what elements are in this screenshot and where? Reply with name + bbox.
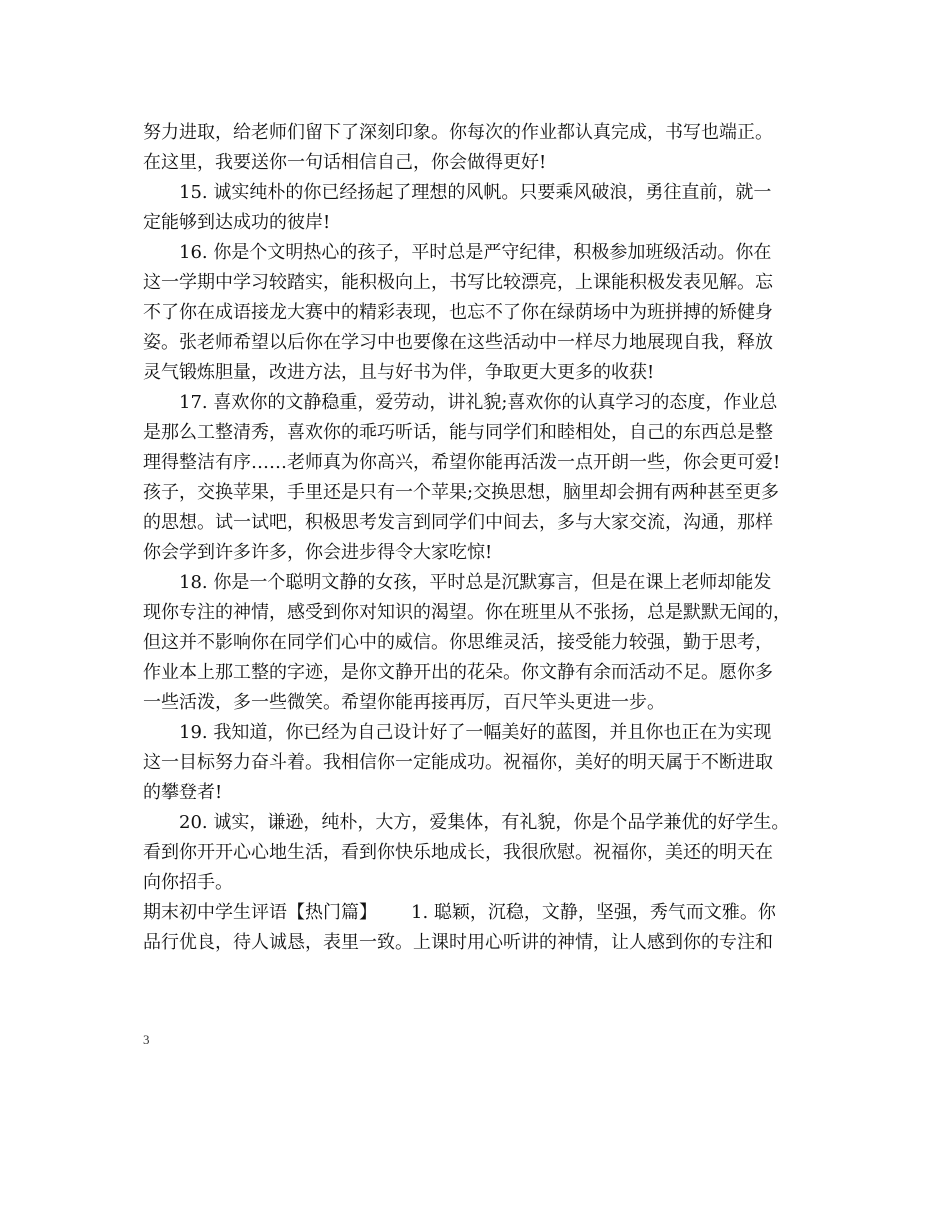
text-line: 这一学期中学习较踏实，能积极向上，书写比较漂亮，上课能积极发表见解。忘: [143, 272, 773, 293]
paragraph-17-start: 17. 喜欢你的文静稳重，爱劳动，讲礼貌;喜欢你的认真学习的态度，作业总: [179, 392, 778, 413]
text-line: 是那么工整清秀，喜欢你的乖巧听话，能与同学们和睦相处，自己的东西总是整: [143, 422, 773, 443]
text-line: 一些活泼，多一些微笑。希望你能再接再厉，百尺竿头更进一步。: [143, 692, 665, 713]
section-first-item: 1. 聪颖，沉稳，文静，坚强，秀气而文雅。你: [411, 902, 776, 923]
text-line: 努力进取，给老师们留下了深刻印象。你每次的作业都认真完成，书写也端正。: [143, 122, 773, 143]
paragraph-16-start: 16. 你是个文明热心的孩子，平时总是严守纪律，积极参加班级活动。你在: [179, 242, 772, 263]
text-line: 不了你在成语接龙大赛中的精彩表现，也忘不了你在绿荫场中为班拼搏的矫健身: [143, 302, 773, 323]
text-line: 的攀登者!: [143, 782, 223, 803]
paragraph-15-start: 15. 诚实纯朴的你已经扬起了理想的风帆。只要乘风破浪，勇往直前，就一: [179, 182, 772, 203]
text-line: 现你专注的神情，感受到你对知识的渴望。你在班里从不张扬，总是默默无闻的，: [143, 602, 791, 623]
text-line: 你会学到许多许多，你会进步得令大家吃惊!: [143, 542, 493, 563]
text-line: 但这并不影响你在同学们心中的威信。你思维灵活，接受能力较强，勤于思考，: [143, 632, 773, 653]
section-title: 期末初中学生评语【热门篇】: [143, 902, 377, 923]
paragraph-20-start: 20. 诚实，谦逊，纯朴，大方，爱集体，有礼貌，你是个品学兼优的好学生。: [179, 812, 790, 833]
text-line: 的思想。试一试吧，积极思考发言到同学们中间去，多与大家交流，沟通，那样: [143, 512, 773, 533]
text-line: 孩子，交换苹果，手里还是只有一个苹果;交换思想，脑里却会拥有两种甚至更多: [143, 482, 780, 503]
paragraph-18-start: 18. 你是一个聪明文静的女孩，平时总是沉默寡言，但是在课上老师却能发: [179, 572, 772, 593]
text-line: 定能够到达成功的彼岸!: [143, 212, 331, 233]
text-line: 品行优良，待人诚恳，表里一致。上课时用心听讲的神情，让人感到你的专注和: [143, 932, 773, 953]
text-line: 这一目标努力奋斗着。我相信你一定能成功。祝福你，美好的明天属于不断进取: [143, 752, 773, 773]
text-line: 理得整洁有序……老师真为你高兴，希望你能再活泼一点开朗一些，你会更可爱!: [143, 452, 781, 473]
text-line: 作业本上那工整的字迹，是你文静开出的花朵。你文静有余而活动不足。愿你多: [143, 662, 773, 683]
text-line: 在这里，我要送你一句话相信自己，你会做得更好!: [143, 152, 547, 173]
text-line: 看到你开开心心地生活，看到你快乐地成长，我很欣慰。祝福你，美还的明天在: [143, 842, 773, 863]
text-line: 向你招手。: [143, 872, 233, 893]
text-line: 姿。张老师希望以后你在学习中也要像在这些活动中一样尽力地展现自我，释放: [143, 332, 773, 353]
paragraph-19-start: 19. 我知道，你已经为自己设计好了一幅美好的蓝图，并且你也正在为实现: [179, 722, 772, 743]
text-line: 灵气锻炼胆量，改进方法，且与好书为伴，争取更大更多的收获!: [143, 362, 655, 383]
section-heading-line: [143, 898, 818, 928]
document-body: [143, 118, 818, 958]
page-number: 3: [143, 1032, 150, 1047]
